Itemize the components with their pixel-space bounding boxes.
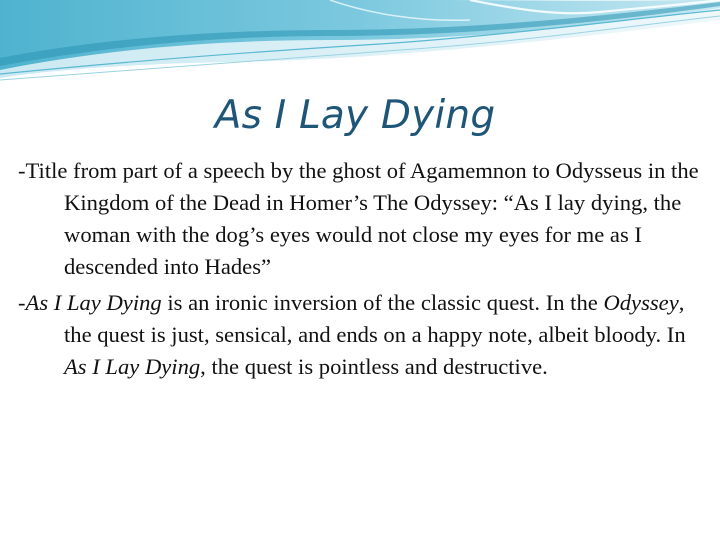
paragraph-title-origin xyxy=(18,155,708,283)
paragraph-text: Title from part of a speech by the ghost of Agamemnon to Odysseus in the Kingdom of the Dead in Homer’s The Odyssey: “As I lay dying, the woman with the dog’s eyes would not close my eyes for me as I descended into Hades” xyxy=(25,158,699,279)
slide-title: As I Lay Dying xyxy=(214,93,496,138)
dash-marker: - xyxy=(18,158,26,183)
slide-body xyxy=(18,155,708,387)
book-title-italic: As I Lay Dying xyxy=(25,290,162,315)
paragraph-text: , the quest is pointless and destructive. xyxy=(200,354,548,379)
paragraph-text: is an ironic inversion of the classic quest. In the xyxy=(161,290,604,315)
decorative-wave-banner xyxy=(0,0,720,90)
book-title-italic: As I Lay Dying xyxy=(64,354,201,379)
paragraph-text: , the quest is just, sensical, and ends on a happy note, albeit bloody. In xyxy=(64,290,686,347)
book-title-italic: Odyssey xyxy=(603,290,679,315)
paragraph-quest-inversion xyxy=(18,287,708,383)
dash-marker: - xyxy=(18,290,26,315)
